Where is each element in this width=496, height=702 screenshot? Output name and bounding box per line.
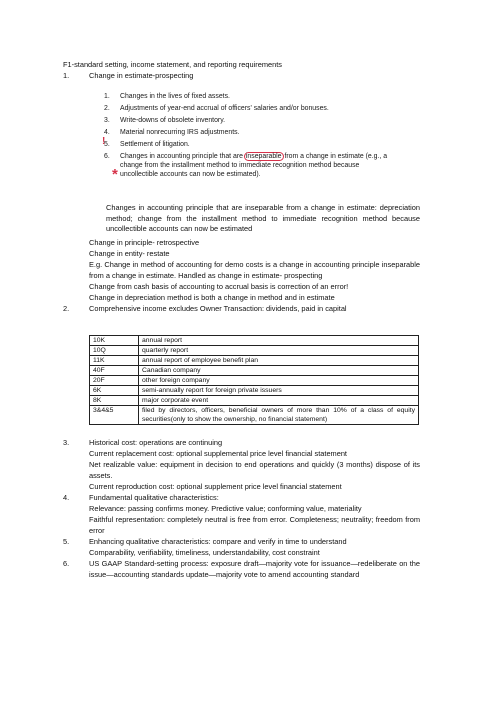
figure-item-6: 6. Changes in accounting principle that are inseparable from a change in estimate (e.g., a change from the installment method to immediate recognition method because uncollectible accounts can now be estimated).	[104, 153, 388, 178]
current-replacement-cost-line: Current replacement cost: optional supplemental price level financial statement	[89, 449, 347, 458]
section-3-heading: Historical cost: operations are continuing	[89, 438, 223, 447]
faithful-representation-paragraph: Faithful representation: completely neutral is free from error. Completeness; neutrality; freedom from error	[89, 515, 420, 535]
depreciation-line: Change in depreciation method is both a change in method and in estimate	[89, 293, 335, 302]
form-code: 8K	[90, 396, 139, 406]
table-row	[90, 376, 419, 386]
section-4-heading: Fundamental qualitative characteristics:	[89, 493, 219, 502]
current-reproduction-cost-line: Current reproduction cost: optional supplement price level financial statement	[89, 482, 342, 491]
form-description: filed by directors, officers, beneficial owners of more than 10% of a class of equity securities(only to show the ownership, no financial statement)	[139, 406, 419, 425]
asterisk-mark-icon: *	[112, 166, 118, 183]
section-2-number: 2.	[63, 304, 70, 313]
figure-item: 2. Adjustments of year-end accrual of officers' salaries and/or bonuses.	[104, 105, 329, 112]
circled-word: inseparable	[245, 153, 282, 160]
section-5-heading: Enhancing qualitative characteristics: compare and verify in time to understand	[89, 537, 347, 546]
estimate-change-figure	[104, 92, 404, 198]
net-realizable-value-paragraph: Net realizable value: equipment in decision to end operations and quickly (3 months) dispose of its assets.	[89, 460, 420, 480]
form-description: other foreign company	[139, 376, 419, 386]
example-paragraph: E.g. Change in method of accounting for demo costs is a change in accounting principle inseparable from a change in estimate. Handled as change in estimate- prospecting	[89, 260, 420, 280]
enhancing-characteristics-list: Comparability, verifiability, timeliness, understandability, cost constraint	[89, 548, 320, 557]
figure-item: 1. Changes in the lives of fixed assets.	[104, 93, 230, 100]
form-code: 20F	[90, 376, 139, 386]
table-row	[90, 396, 419, 406]
sec-filings-table	[89, 335, 419, 425]
table-row	[90, 386, 419, 396]
figure-item: 5. Settlement of litigation.	[104, 141, 190, 148]
section-3-number: 3.	[63, 438, 70, 447]
principle-retrospective-line: Change in principle- retrospective	[89, 238, 200, 247]
section-5-number: 5.	[63, 537, 70, 546]
form-code: 10K	[90, 336, 139, 346]
form-description: quarterly report	[139, 346, 419, 356]
cash-basis-line: Change from cash basis of accounting to accrual basis is correction of an error!	[89, 282, 349, 291]
table-row	[90, 346, 419, 356]
form-code: 40F	[90, 366, 139, 376]
form-description: annual report	[139, 336, 419, 346]
form-code: 11K	[90, 356, 139, 366]
section-6-heading: US GAAP Standard-setting process: exposure draft—majority vote for issuance—redeliberate on the issue—accounting standards update—majority vote to amend accounting standard	[89, 559, 420, 579]
section-2-heading: Comprehensive income excludes Owner Transaction: dividends, paid in capital	[89, 304, 347, 313]
section-1-number: 1.	[63, 71, 70, 80]
section-6-number: 6.	[63, 559, 70, 568]
section-1-heading: Change in estimate-prospecting	[89, 71, 194, 80]
table-row	[90, 336, 419, 346]
table-row	[90, 356, 419, 366]
relevance-line: Relevance: passing confirms money. Predictive value; conforming value, materiality	[89, 504, 362, 513]
section-4-number: 4.	[63, 493, 70, 502]
figure-item: 4. Material nonrecurring IRS adjustments.	[104, 129, 240, 136]
inseparable-paragraph: Changes in accounting principle that are inseparable from a change in estimate: depreciation method; change from the installment method to immediate recognition method because uncollectible accounts can now be estimated	[106, 203, 420, 234]
exclamation-mark-icon: !	[102, 136, 106, 147]
form-code: 10Q	[90, 346, 139, 356]
figure-item: 3. Write-downs of obsolete inventory.	[104, 117, 226, 124]
form-description: annual report of employee benefit plan	[139, 356, 419, 366]
form-description: Canadian company	[139, 366, 419, 376]
document-title: F1-standard setting, income statement, and reporting requirements	[63, 60, 282, 69]
table-row	[90, 406, 419, 425]
entity-restate-line: Change in entity- restate	[89, 249, 170, 258]
form-code: 3&4&5	[90, 406, 139, 425]
table-row	[90, 366, 419, 376]
form-description: major corporate event	[139, 396, 419, 406]
form-description: semi-annually report for foreign private issuers	[139, 386, 419, 396]
form-code: 6K	[90, 386, 139, 396]
